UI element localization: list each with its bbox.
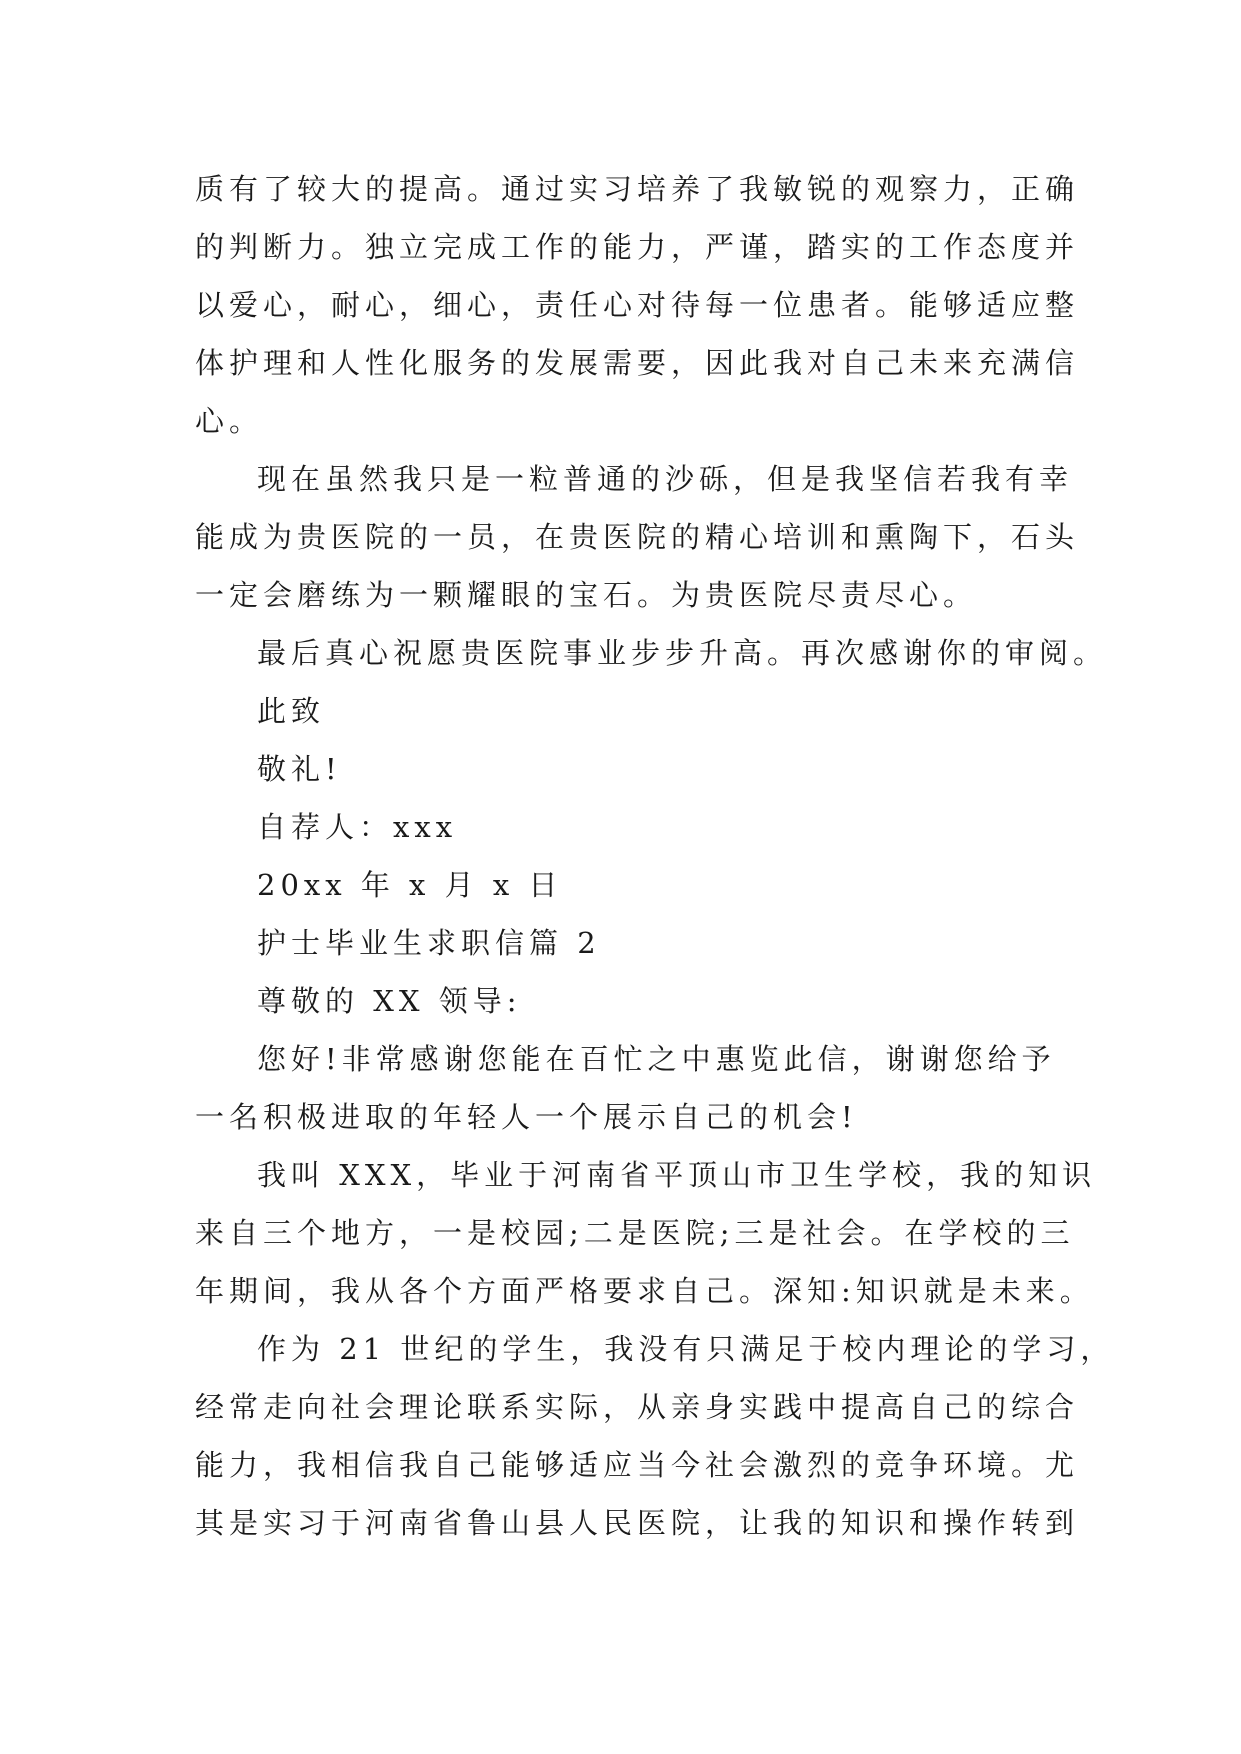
text-line: 我叫 XXX，毕业于河南省平顶山市卫生学校，我的知识 — [257, 1158, 1097, 1192]
letter-body — [195, 160, 1115, 1552]
text-line: 其是实习于河南省鲁山县人民医院，让我的知识和操作转到 — [195, 1506, 1080, 1540]
date-line: 20xx 年 x 月 x 日 — [257, 868, 563, 902]
section-title: 护士毕业生求职信篇 2 — [257, 926, 601, 960]
text-line: 您好!非常感谢您能在百忙之中惠览此信，谢谢您给予 — [257, 1042, 1056, 1076]
text-line: 能成为贵医院的一员，在贵医院的精心培训和熏陶下，石头 — [195, 520, 1080, 554]
closing-salutation: 此致 — [257, 694, 326, 728]
text-line: 经常走向社会理论联系实际，从亲身实践中提高自己的综合 — [195, 1390, 1080, 1424]
text-line: 的判断力。独立完成工作的能力，严谨，踏实的工作态度并 — [195, 230, 1080, 264]
text-line: 作为 21 世纪的学生，我没有只满足于校内理论的学习， — [257, 1332, 1115, 1366]
text-line: 质有了较大的提高。通过实习培养了我敏锐的观察力，正确 — [195, 172, 1080, 206]
text-line: 来自三个地方，一是校园;二是医院;三是社会。在学校的三 — [195, 1216, 1075, 1250]
greeting-line: 尊敬的 XX 领导: — [257, 984, 522, 1018]
text-line: 体护理和人性化服务的发展需要，因此我对自己未来充满信 — [195, 346, 1080, 380]
text-line: 以爱心，耐心，细心，责任心对待每一位患者。能够适应整 — [195, 288, 1080, 322]
text-line: 心。 — [195, 404, 264, 438]
text-line: 一名积极进取的年轻人一个展示自己的机会! — [195, 1100, 858, 1134]
signature-line: 自荐人：xxx — [257, 810, 458, 844]
text-line: 最后真心祝愿贵医院事业步步升高。再次感谢你的审阅。 — [257, 636, 1108, 670]
text-line: 一定会磨练为一颗耀眼的宝石。为贵医院尽责尽心。 — [195, 578, 978, 612]
closing-regards: 敬礼! — [257, 752, 342, 786]
text-line: 年期间，我从各个方面严格要求自己。深知:知识就是未来。 — [195, 1274, 1094, 1308]
text-line: 能力，我相信我自己能够适应当今社会激烈的竞争环境。尤 — [195, 1448, 1080, 1482]
text-line: 现在虽然我只是一粒普通的沙砾，但是我坚信若我有幸 — [257, 462, 1074, 496]
